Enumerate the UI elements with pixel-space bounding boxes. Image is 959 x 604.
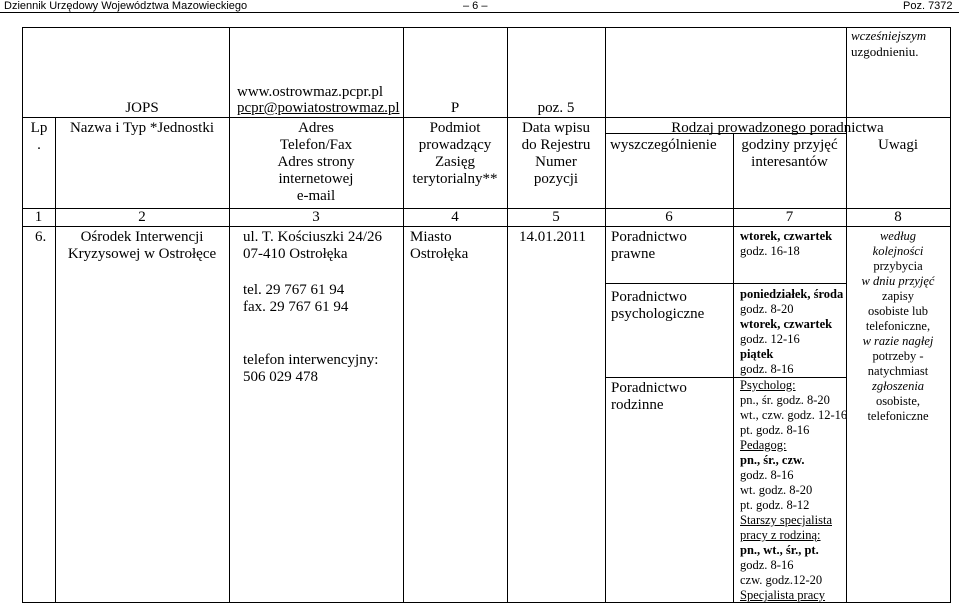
row-phone: tel. 29 767 61 94 fax. 29 767 61 94 [243, 282, 349, 315]
header-poz: poz. 5 [537, 100, 575, 116]
service-psychologiczne: Poradnictwo psychologiczne [611, 289, 705, 322]
header-godziny: godziny przyjęć interesantów [741, 137, 838, 170]
hours-rodzinne: Psycholog: pn., śr. godz. 8-20 wt., czw. godz. 12-16 pt. godz. 8-16 Pedagog: pn., śr., czw. godz. 8-16 wt. godz. 8-20 pt. godz. 8-12 Starszy specjalista pracy z rodziną: pn., wt., śr., pt. godz. 8-16 czw. godz.12-20 Specjalista pracy [740, 378, 848, 602]
prev-note-line2: uzgodnieniu. [851, 44, 919, 59]
prev-note-line1: wcześniejszym [851, 28, 927, 43]
header-lp: Lp . [30, 120, 48, 153]
hours-prawne: wtorek, czwartek godz. 16-18 [740, 229, 833, 258]
header-adres: Adres Telefon/Fax Adres strony internetowej e-mail [277, 120, 355, 204]
row-address: ul. T. Kościuszki 24/26 07-410 Ostrołęka [243, 229, 383, 262]
page-number: – 6 – [463, 0, 488, 12]
header-podmiot: Podmiot prowadzący Zasięg terytorialny** [412, 120, 498, 187]
position-number: Poz. 7372 [903, 0, 953, 12]
header-name: Nazwa i Typ *Jednostki [69, 120, 215, 136]
header-rodzaj: Rodzaj prowadzonego poradnictwa [671, 120, 884, 136]
row-podmiot: Miasto Ostrołęka [410, 229, 469, 262]
header-p: P [450, 100, 460, 116]
hours-psych: poniedziałek, środa godz. 8-20 wtorek, czwartek godz. 12-16 piątek godz. 8-16 [740, 287, 844, 376]
service-prawne: Poradnictwo prawne [611, 229, 687, 262]
header-wyszczegolnienie: wyszczególnienie [610, 137, 717, 153]
header-www-link[interactable]: www.ostrowmaz.pcpr.pl [237, 84, 384, 100]
journal-title: Dziennik Urzędowy Województwa Mazowieckiego [4, 0, 248, 12]
row-notes: według kolejności przybycia w dniu przyjęć zapisy osobiste lub telefoniczne, w razie nagłej potrzeby - natychmiast zgłoszenia osobiste, telefoniczne [861, 229, 935, 423]
row-date: 14.01.2011 [519, 229, 586, 245]
row-unit-name: Ośrodek Interwencji Kryzysowej w Ostrołęce [67, 229, 217, 262]
header-email-link[interactable]: pcpr@powiatostrowmaz.pl [237, 100, 400, 116]
header-rule [0, 12, 959, 13]
header-uwagi: Uwagi [878, 137, 918, 153]
service-rodzinne: Poradnictwo rodzinne [611, 380, 687, 413]
row-lp: 6. [35, 229, 47, 245]
header-jops: JOPS [125, 100, 159, 116]
row-emergency: telefon interwencyjny: 506 029 478 [243, 352, 379, 385]
header-data-wpisu: Data wpisu do Rejestru Numer pozycji [521, 120, 591, 187]
